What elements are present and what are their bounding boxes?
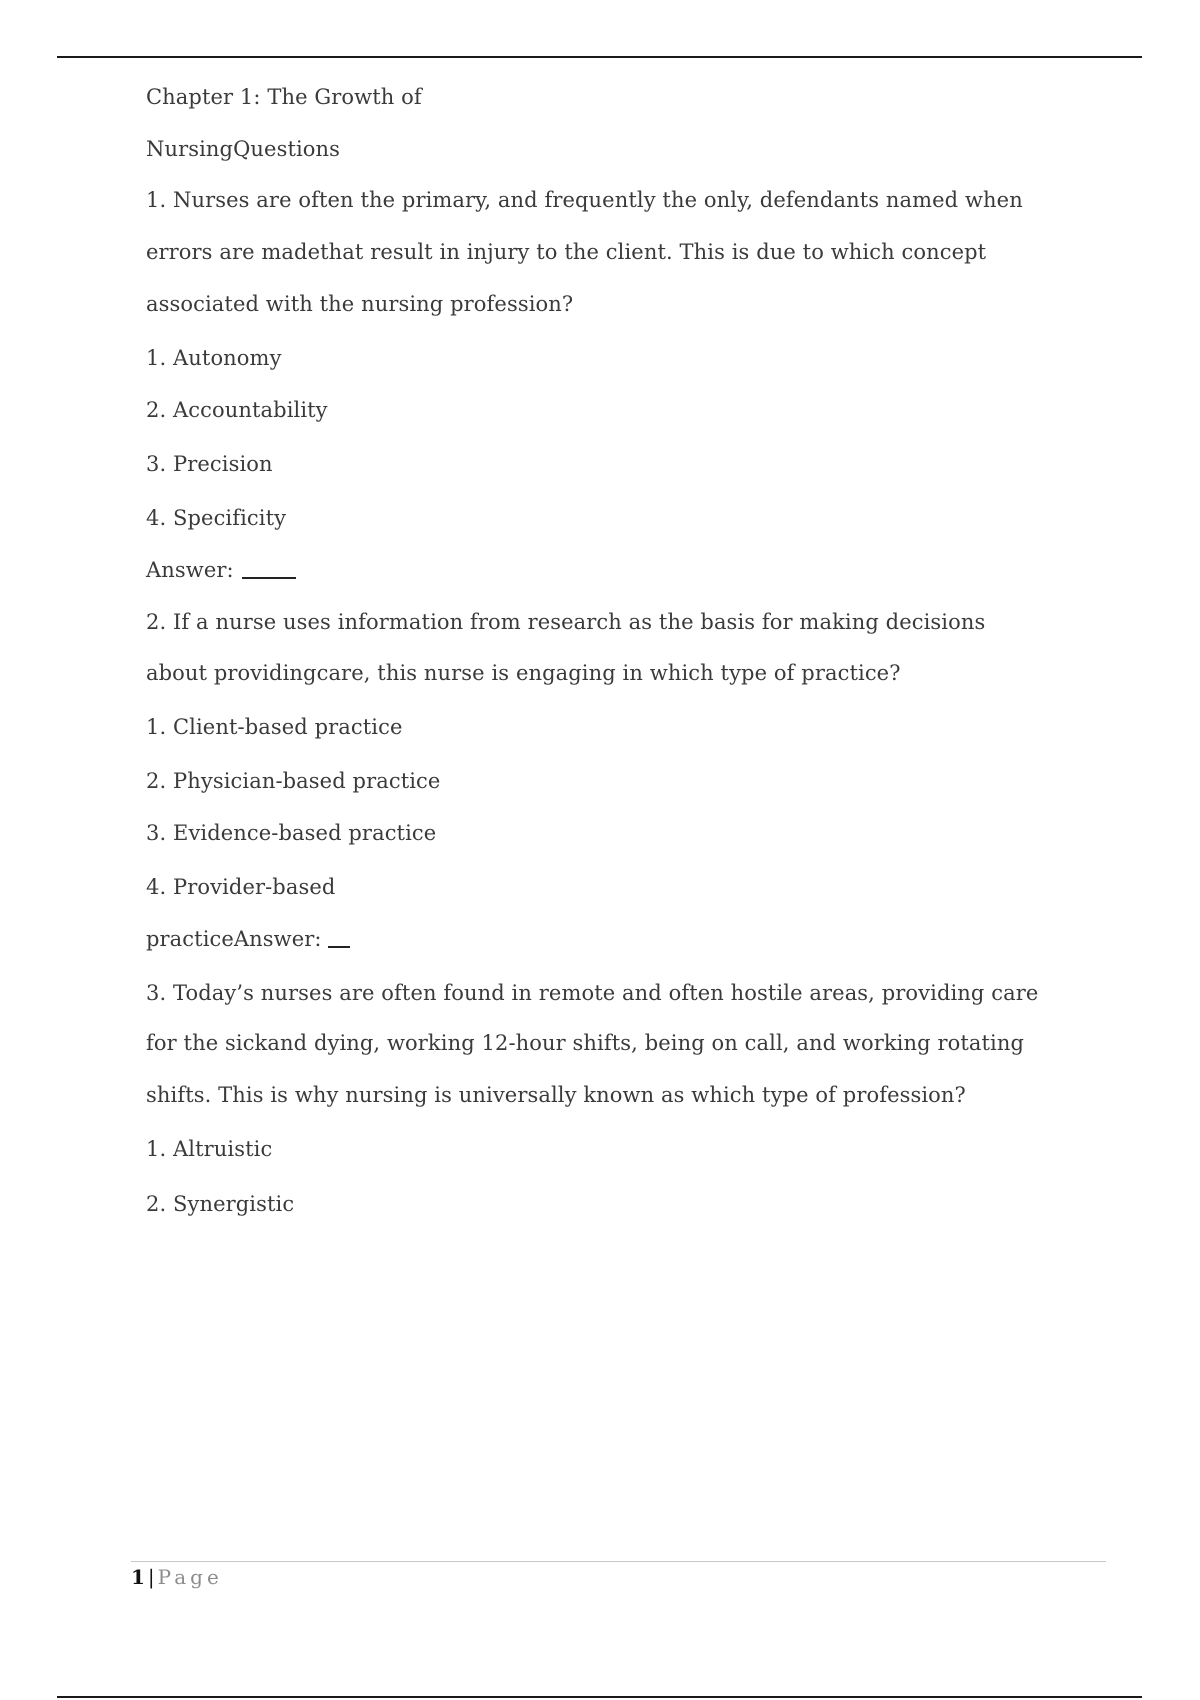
question-3-stem-line3: shifts. This is why nursing is universally known as which type of profession? [146, 1083, 966, 1107]
question-2-option-4: 4. Provider-based [146, 875, 336, 899]
page-number: 1 [131, 1565, 145, 1589]
question-1-answer [146, 557, 296, 583]
question-3-stem-line2: for the sickand dying, working 12-hour shifts, being on call, and working rotating [146, 1031, 1025, 1055]
page-label: Page [157, 1565, 223, 1589]
question-1-option-3: 3. Precision [146, 452, 273, 476]
bottom-rule [57, 1696, 1142, 1698]
question-1-option-2: 2. Accountability [146, 398, 328, 422]
page-separator: | [147, 1565, 155, 1589]
chapter-title-line2: NursingQuestions [146, 137, 341, 161]
question-2-answer [146, 926, 350, 952]
question-1-stem-line3: associated with the nursing profession? [146, 292, 574, 316]
question-2-stem-line2: about providingcare, this nurse is engaging in which type of practice? [146, 661, 901, 685]
question-2-stem-line1: 2. If a nurse uses information from research as the basis for making decisions [146, 610, 986, 634]
question-1-option-4: 4. Specificity [146, 506, 287, 530]
question-1-stem-line2: errors are madethat result in injury to the client. This is due to which concept [146, 240, 987, 264]
question-1-stem-line1: 1. Nurses are often the primary, and frequently the only, defendants named when [146, 188, 1023, 212]
question-1-answer-blank [242, 577, 296, 579]
question-2-option-2: 2. Physician-based practice [146, 769, 441, 793]
question-2-answer-label: practiceAnswer: [146, 927, 322, 951]
question-2-option-3: 3. Evidence-based practice [146, 821, 437, 845]
question-2-answer-blank [328, 946, 350, 948]
top-rule [57, 56, 1142, 58]
question-3-stem-line1: 3. Today’s nurses are often found in remote and often hostile areas, providing care [146, 981, 1039, 1005]
page-footer [131, 1564, 223, 1590]
question-1-answer-label: Answer: [146, 558, 234, 582]
question-3-option-1: 1. Altruistic [146, 1137, 273, 1161]
question-2-option-1: 1. Client-based practice [146, 715, 403, 739]
footer-rule [131, 1561, 1106, 1562]
question-1-option-1: 1. Autonomy [146, 346, 282, 370]
question-3-option-2: 2. Synergistic [146, 1192, 295, 1216]
chapter-title-line1: Chapter 1: The Growth of [146, 85, 422, 109]
